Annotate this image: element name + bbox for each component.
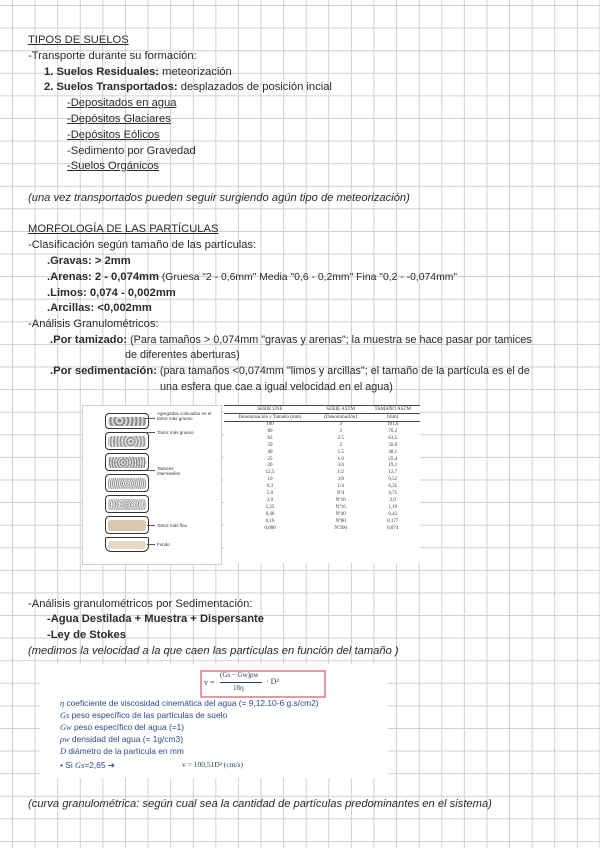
table-cell: 1.0 [337,456,344,462]
table-row [224,436,420,443]
table-row [224,457,420,464]
table-cell: 0,40 [265,511,275,517]
size-arenas-label: .Arenas: 2 - 0,074mm [47,271,159,283]
list-item-text: desplazados de posición incial [177,81,332,93]
bullet-gs-value [60,760,115,771]
table-cell: 3/4 [337,463,344,469]
def-text: diámetro de la partícula en mm [66,746,184,756]
subitem-gravedad: -Sedimento por Gravedad [67,145,196,157]
table-row [224,422,420,429]
table-cell: 0,177 [387,518,399,524]
leader-line [145,432,155,433]
def-text: coeficiente de viscosidad cinemática del agua (= 9,12.10-6 g.s/cm2) [64,698,319,708]
sieve-coarsest [105,413,149,429]
list-item-label: 2. Suelos Transportados: [44,81,178,93]
subitem-depositados-agua: -Depositados en agua [67,97,177,109]
table-subheader: (Denominación) [316,414,365,422]
table-cell: 1/2 [337,470,344,476]
size-limos: .Limos: 0,074 - 0,002mm [47,287,176,299]
table-cell: 2 [339,442,342,448]
table-cell: 4 [339,422,342,427]
method-tamizado-text-2: de diferentes aberturas) [125,349,240,361]
table-cell: 10 [267,477,273,483]
table-cell: 25 [267,456,273,462]
list-item-residuales [44,65,232,79]
subitem-eolicos: -Depósitos Eólicos [67,129,160,141]
table-cell: 9,52 [388,477,398,483]
table-cell: 63,5 [388,435,398,441]
label-intermediate-sieves: Tamices intermedios [157,466,181,476]
label-aggregates: Agregados colocados en el tamiz más grueso [157,411,212,421]
size-arenas [47,270,457,285]
table-cell: 12,7 [388,470,398,476]
def-text: densidad del agua (= 1g/cm3) [69,734,183,744]
sieve-size-table [224,405,420,533]
leader-line [147,470,155,471]
table-row [224,498,420,505]
note-meteorizacion: (una vez transportados pueden seguir surgiendo agún tipo de meteorización) [28,192,410,204]
table-cell: 2.5 [337,435,344,441]
table-row [224,477,420,484]
table-row [224,512,420,519]
table-cell: Nº16 [335,504,346,510]
table-cell: 3 [339,428,342,434]
def-text: peso específico del agua (=1) [71,722,185,732]
sieve-intermediate-1 [105,453,149,471]
def-text: peso específico de las partículas de suelo [69,710,228,720]
def-diameter [60,746,184,757]
table-cell: 2,0 [389,497,396,503]
sieve-coarse [105,432,149,450]
table-cell: 1/4 [337,484,344,490]
table-row [224,470,420,477]
sieve-intermediate-3 [105,495,149,513]
subitem-glaciares: -Depósitos Glaciares [67,113,171,125]
table-cell: Nº80 [335,518,346,524]
bullet-value: =2,65 ➔ [84,760,115,770]
table-header: TAMAÑO ASTM [365,406,420,414]
formula-highlight-frame [200,670,326,698]
table-cell: 6,35 [388,484,398,490]
size-arenas-detail: (Gruesa "2 - 0,6mm" Media "0,6 - 0,2mm" Fina "0,2 - -0,074mm" [158,272,458,283]
section-title-tipos-de-suelos: TIPOS DE SUELOS [28,34,129,46]
formula-fraction-bar [220,682,262,683]
def-gw [60,722,184,733]
size-arcillas: .Arcillas: <0,002mm [47,302,152,314]
table-cell: 6,3 [266,484,274,490]
def-symbol: D [60,747,67,756]
table-cell: 1.5 [337,449,344,455]
bullet-text: • Si [60,760,76,770]
size-gravas: .Gravas: > 2mm [47,255,131,267]
sieve-pan [105,537,149,552]
def-gs [60,710,227,721]
sieve-stack-illustration [82,405,222,565]
leader-line [145,418,155,419]
leader-line [147,525,155,526]
table-row [224,519,420,526]
table-header: SERIE UNE [224,406,316,414]
table-header: SERIE ASTM [316,406,365,414]
subitem-organicos: -Suelos Orgánicos [67,160,160,172]
table-cell: 101,6 [387,422,399,427]
table-cell: 40 [267,449,273,455]
note-velocidad: (medimos la velocidad a la que caen las partículas en función del tamaño ) [28,645,399,657]
table-cell: 25,4 [388,456,398,462]
formula-v-equals: v = [204,678,215,687]
table-cell: Nº4 [336,491,345,497]
table-cell: 63 [267,435,273,441]
classification-heading: -Clasificación según tamaño de las partículas: [28,239,257,251]
leader-line [147,544,155,545]
table-cell: 0,080 [264,525,276,531]
def-rho [60,734,183,745]
table-cell: 0,42 [388,511,398,517]
def-viscosity [60,698,319,709]
table-cell: 100 [266,422,274,427]
table-row [224,491,420,498]
list-item-text: meteorización [159,66,232,78]
def-symbol: η [60,699,65,708]
table-cell: 20 [267,463,273,469]
transport-heading: -Transporte durante su formación: [28,50,197,62]
formula-result: v = 100,51D² (cm/s) [182,760,244,769]
method-tamizado [50,333,532,347]
table-cell: 0,074 [387,525,399,531]
label-pan: Fondo [157,542,170,547]
sedimentation-item-mix: -Agua Destilada + Muestra + Dispersante [47,613,264,625]
analysis-heading: -Análisis Granulométricos: [28,318,159,330]
table-cell: 50 [267,442,273,448]
label-finest-sieve: Tamiz más fino [157,523,188,528]
def-symbol: ρw [60,735,70,744]
table-cell: 3/8 [337,477,344,483]
table-row [224,484,420,491]
table-cell: 12,5 [265,470,275,476]
table-row [224,463,420,470]
sieve-finest [105,516,149,534]
table-cell: 50,8 [388,442,398,448]
method-sedimentacion-label: .Por sedimentación: [50,365,157,377]
table-cell: 76,2 [388,428,398,434]
note-curva-granulometrica: (curva granulométrica: según cual sea la cantidad de partículas predominantes en el sistema) [28,798,492,810]
table-cell: Nº200 [334,525,348,531]
table-cell: 19,1 [388,463,398,469]
section-title-morfologia: MORFOLOGÍA DE LAS PARTÍCULAS [28,223,219,235]
table-row [224,443,420,450]
table-cell: 1,19 [388,504,398,510]
table-row [224,450,420,457]
stokes-formula-box [40,664,388,778]
table-row [224,429,420,436]
def-symbol: Gs [60,711,70,720]
table-cell: 5,0 [266,491,274,497]
table-cell: 38,1 [388,449,398,455]
sedimentation-item-stokes: -Ley de Stokes [47,629,126,641]
table-cell: 4,75 [388,491,398,497]
table-subheader: Denominación y Tamaño (mm) [224,414,316,422]
table-row [224,505,420,512]
method-tamizado-label: .Por tamizado: [50,334,128,346]
list-item-transportados [44,80,332,94]
table-cell: Nº10 [335,497,346,503]
table-cell: 1,25 [265,504,275,510]
sedimentation-heading: -Análisis granulométricos por Sedimentación: [28,598,253,610]
method-sedimentacion-text-2: una esfera que cae a igual velocidad en el agua) [160,381,393,393]
table-cell: 0,16 [265,518,275,524]
label-coarsest-sieve: Tamiz más grueso [157,430,194,435]
method-sedimentacion-text: (para tamaños <0,074mm "limos y arcillas"; el tamaño de la partícula es el de [156,365,530,377]
def-symbol: Gw [60,723,72,732]
table-cell: 80 [267,428,273,434]
table-cell: 2,0 [266,497,274,503]
method-sedimentacion [50,364,530,378]
method-tamizado-text: (Para tamaños > 0,074mm "gravas y arenas"; la muestra se hace pasar por tamices [127,334,532,346]
table-row [224,526,420,533]
table-subheader: (mm) [365,414,420,422]
formula-denominator: 18η [233,684,244,692]
bullet-symbol: Gs [75,761,85,770]
sieve-intermediate-2 [105,474,149,492]
sieve-table-container [224,405,420,563]
formula-factor: · D² [266,677,279,686]
formula-numerator: (Gs − Gw)ρw [220,671,259,679]
list-item-label: 1. Suelos Residuales: [44,66,160,78]
table-cell: Nº40 [335,511,346,517]
